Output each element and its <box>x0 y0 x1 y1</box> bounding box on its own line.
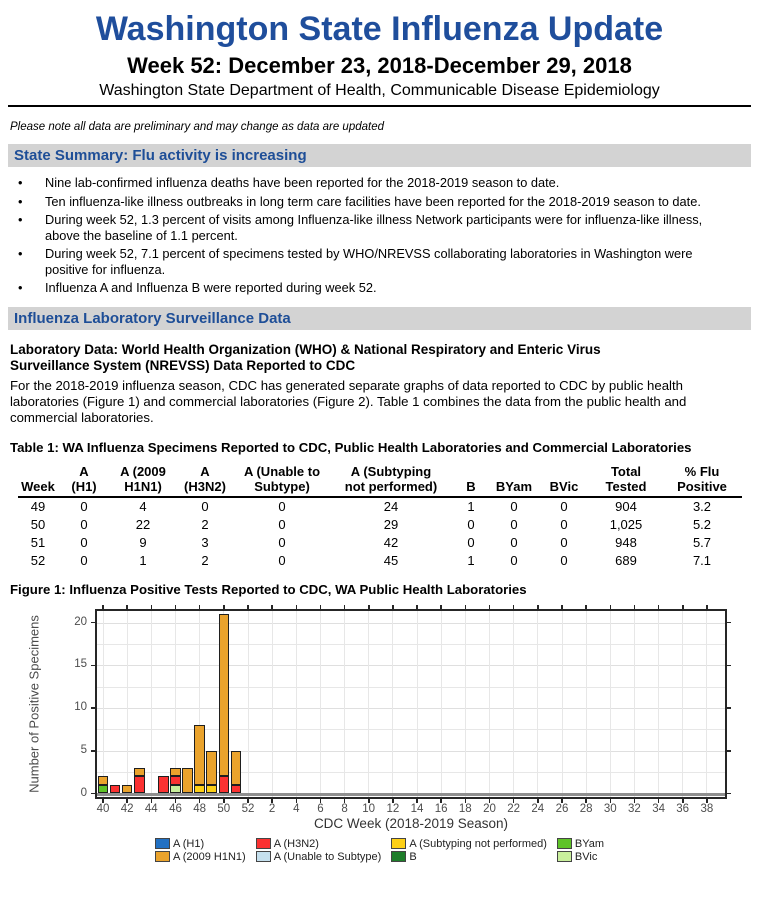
summary-bullet: • During week 52, 1.3 percent of visits among Influenza-like illness Network participants were for influenza-like illness, above the baseline of 1.1 percent. <box>18 212 739 243</box>
bar-segment-week-40 <box>98 776 109 785</box>
x-tick-top <box>368 605 370 609</box>
y-tick-right <box>727 622 731 624</box>
h-gridline <box>97 751 725 752</box>
v-gridline <box>417 611 418 797</box>
x-tick-label: 36 <box>676 802 690 815</box>
v-gridline <box>248 611 249 797</box>
y-tick-right <box>727 793 731 795</box>
figure1-legend <box>0 838 759 863</box>
y-tick-label: 20 <box>74 615 87 628</box>
table1-header-cell: A (H3N2) <box>176 464 234 497</box>
x-tick-label: 30 <box>603 802 617 815</box>
v-gridline <box>706 611 707 797</box>
x-tick-label: 42 <box>120 802 134 815</box>
table1-cell: 904 <box>615 499 637 514</box>
legend-swatch-icon <box>557 851 572 862</box>
x-tick-top <box>296 605 298 609</box>
table1-cell: 49 <box>30 499 46 514</box>
h-gridline <box>97 623 725 624</box>
x-tick-top <box>392 605 394 609</box>
h-gridline <box>97 665 725 666</box>
v-gridline <box>682 611 683 797</box>
state-summary-bullet-list <box>18 175 739 296</box>
summary-bullet: • Influenza A and Influenza B were reported during week 52. <box>18 280 739 296</box>
table1-cell: 45 <box>383 553 399 568</box>
h-gridline <box>97 644 725 645</box>
x-tick-label: 46 <box>169 802 182 815</box>
table1-cell: 3 <box>201 535 209 550</box>
legend-label: A (Unable to Subtype) <box>273 850 382 863</box>
table1-cell: 29 <box>383 517 399 532</box>
table1-cell: 51 <box>30 535 46 550</box>
legend-label: A (2009 H1N1) <box>172 850 246 863</box>
table1-header-cell: A (H1) <box>58 464 110 497</box>
x-tick-top <box>440 605 442 609</box>
x-tick-top <box>513 605 515 609</box>
table1-cell: 0 <box>560 553 568 568</box>
y-tick-right <box>727 707 731 709</box>
x-tick-label: 20 <box>483 802 496 815</box>
table1-header-cell: A (2009 H1N1) <box>110 464 176 497</box>
v-gridline <box>586 611 587 797</box>
table1-row <box>18 534 742 552</box>
table1-cell: 0 <box>278 535 286 550</box>
table1-cell: 0 <box>560 517 568 532</box>
x-tick-top <box>271 605 273 609</box>
figure1-legend-grid <box>155 838 604 863</box>
legend-item <box>391 838 547 850</box>
table1-header-cell: BVic <box>538 464 590 497</box>
legend-label: A (Subtyping not performed) <box>409 837 547 850</box>
bar-segment-week-49 <box>206 785 217 794</box>
y-tick-left <box>91 665 95 667</box>
x-tick-label: 38 <box>700 802 714 815</box>
figure1-y-axis-title: Number of Positive Specimens <box>26 614 42 793</box>
x-tick-top <box>126 605 128 609</box>
x-tick-top <box>682 605 684 609</box>
table1-header-cell: BYam <box>490 464 538 497</box>
x-tick-top <box>658 605 660 609</box>
table1-cell: 0 <box>80 553 88 568</box>
table1-cell: 0 <box>467 535 475 550</box>
x-tick-label: 18 <box>458 802 472 815</box>
table1-header-cell: Week <box>18 464 58 497</box>
table1-cell: 0 <box>80 535 88 550</box>
bar-segment-week-41 <box>110 785 121 794</box>
bar-segment-week-42 <box>122 785 133 794</box>
legend-item <box>155 851 246 863</box>
x-tick-top <box>634 605 636 609</box>
table1-header-row <box>18 464 742 497</box>
bar-segment-week-50 <box>219 776 230 793</box>
table1-cell: 689 <box>615 553 637 568</box>
x-tick-label: 48 <box>193 802 207 815</box>
bar-segment-week-43 <box>134 776 145 793</box>
v-gridline <box>320 611 321 797</box>
summary-bullet: • Nine lab-confirmed influenza deaths have been reported for the 2018-2019 season to date. <box>18 175 739 191</box>
table1-cell: 50 <box>30 517 46 532</box>
x-tick-label: 40 <box>96 802 110 815</box>
legend-swatch-icon <box>155 851 170 862</box>
v-gridline <box>127 611 128 797</box>
bar-segment-week-43 <box>134 768 145 777</box>
department-line: Washington State Department of Health, Communicable Disease Epidemiology <box>99 82 660 99</box>
bar-segment-week-51 <box>231 785 242 794</box>
legend-label: B <box>409 850 417 863</box>
table1-cell: 0 <box>510 517 518 532</box>
h-gridline <box>97 729 725 730</box>
table1-title: Table 1: WA Influenza Specimens Reported to CDC, Public Health Laboratories and Commercial Laboratories <box>10 439 692 455</box>
bar-segment-week-46 <box>170 785 181 794</box>
preliminary-note: Please note all data are preliminary and may change as data are updated <box>10 121 384 133</box>
figure1-chart <box>0 601 759 883</box>
x-tick-label: 12 <box>386 802 400 815</box>
x-tick-top <box>320 605 322 609</box>
y-tick-right <box>727 750 731 752</box>
x-tick-label: 10 <box>362 802 376 815</box>
legend-item <box>256 838 382 850</box>
table1-cell: 0 <box>278 553 286 568</box>
table1-cell: 1 <box>467 499 475 514</box>
legend-swatch-icon <box>256 851 271 862</box>
x-tick-label: 2 <box>268 802 276 815</box>
v-gridline <box>151 611 152 797</box>
table1-cell: 9 <box>139 535 147 550</box>
y-tick-left <box>91 793 95 795</box>
table1-cell: 0 <box>80 499 88 514</box>
bar-segment-week-48 <box>194 785 205 794</box>
bar-segment-week-46 <box>170 768 181 777</box>
y-tick-label: 10 <box>74 701 87 713</box>
legend-swatch-icon <box>557 838 572 849</box>
table1-cell: 7.1 <box>692 553 712 568</box>
table1-cell: 0 <box>278 499 286 514</box>
table1-cell: 1 <box>467 553 475 568</box>
x-tick-top <box>416 605 418 609</box>
x-tick-label: 22 <box>507 802 521 815</box>
x-tick-top <box>344 605 346 609</box>
y-tick-left <box>91 750 95 752</box>
x-tick-label: 24 <box>531 802 545 815</box>
influenza-update-document <box>0 10 759 912</box>
table1 <box>18 464 742 570</box>
v-gridline <box>658 611 659 797</box>
lab-data-paragraph: For the 2018-2019 influenza season, CDC has generated separate graphs of data reported to CDC by public health laboratories (Figure 1) and commercial laboratories (Figure 2). Table 1 combines the data from the public health and commercial laboratories. <box>10 377 687 425</box>
h-gridline <box>97 708 725 709</box>
x-tick-top <box>175 605 177 609</box>
y-tick-label: 0 <box>80 786 87 799</box>
table1-cell: 0 <box>278 517 286 532</box>
legend-swatch-icon <box>256 838 271 849</box>
summary-bullet: • Ten influenza-like illness outbreaks in long term care facilities have been reported for the 2018-2019 season to date. <box>18 194 739 210</box>
v-gridline <box>610 611 611 797</box>
figure1-title: Figure 1: Influenza Positive Tests Reported to CDC, WA Public Health Laboratories <box>10 581 527 597</box>
table1-header-cell: % Flu Positive <box>662 464 742 497</box>
x-tick-top <box>247 605 249 609</box>
table1-cell: 2 <box>201 553 209 568</box>
table1-cell: 0 <box>467 517 475 532</box>
x-tick-top <box>151 605 153 609</box>
legend-label: A (H1) <box>172 837 205 850</box>
legend-item <box>557 851 604 863</box>
table1-cell: 5.2 <box>692 517 712 532</box>
x-tick-label: 8 <box>341 802 348 815</box>
bar-segment-week-47 <box>182 768 193 794</box>
x-tick-top <box>706 605 708 609</box>
table1-body <box>18 497 742 570</box>
table1-cell: 52 <box>30 553 46 568</box>
legend-label: A (H3N2) <box>273 837 319 850</box>
y-tick-right <box>727 665 731 667</box>
table1-cell: 948 <box>615 535 637 550</box>
x-tick-label: 28 <box>579 802 593 815</box>
x-tick-label: 52 <box>241 802 255 815</box>
y-tick-label: 5 <box>80 743 87 756</box>
y-tick-label: 15 <box>74 658 87 671</box>
v-gridline <box>296 611 297 797</box>
x-tick-label: 34 <box>652 802 665 815</box>
legend-item <box>557 838 604 850</box>
x-tick-label: 26 <box>555 802 569 815</box>
table1-cell: 1 <box>139 553 147 568</box>
week-subtitle: Week 52: December 23, 2018-December 29, 2018 <box>127 53 632 78</box>
page-title: Washington State Influenza Update <box>95 10 664 48</box>
bar-segment-week-49 <box>206 751 217 785</box>
table1-cell: 22 <box>135 517 151 532</box>
table1-cell: 0 <box>560 499 568 514</box>
x-tick-label: 50 <box>217 802 231 815</box>
legend-swatch-icon <box>155 838 170 849</box>
table1-cell: 0 <box>80 517 88 532</box>
x-tick-label: 6 <box>317 802 324 815</box>
table1-row <box>18 516 742 534</box>
legend-item <box>256 851 382 863</box>
v-gridline <box>562 611 563 797</box>
table1-cell: 2 <box>201 517 209 532</box>
v-gridline <box>441 611 442 797</box>
x-tick-top <box>489 605 491 609</box>
table1-row <box>18 552 742 570</box>
table1-cell: 0 <box>201 499 209 514</box>
x-tick-top <box>561 605 563 609</box>
bar-segment-week-50 <box>219 614 230 777</box>
x-tick-top <box>102 605 104 609</box>
table1-header-cell: A (Subtyping not performed) <box>330 464 452 497</box>
table1-cell: 0 <box>510 499 518 514</box>
table1-header-cell: B <box>452 464 490 497</box>
v-gridline <box>368 611 369 797</box>
legend-swatch-icon <box>391 838 406 849</box>
v-gridline <box>513 611 514 797</box>
table1-cell: 0 <box>560 535 568 550</box>
section-header-lab-surveillance-label: Influenza Laboratory Surveillance Data <box>14 309 291 327</box>
section-header-state-summary-label: State Summary: Flu activity is increasing <box>14 147 307 164</box>
bar-segment-week-40 <box>98 785 109 794</box>
x-tick-label: 14 <box>410 802 424 815</box>
table1-cell: 5.7 <box>692 535 712 550</box>
table1-cell: 4 <box>139 499 147 514</box>
bar-segment-week-45 <box>158 776 169 793</box>
x-tick-top <box>537 605 539 609</box>
table1-cell: 0 <box>510 553 518 568</box>
x-tick-top <box>223 605 225 609</box>
summary-bullet: • During week 52, 7.1 percent of specimens tested by WHO/NREVSS collaborating laboratories in Washington were positive for influenza. <box>18 246 739 277</box>
figure1-x-axis-title: CDC Week (2018-2019 Season) <box>313 815 509 831</box>
table1-header-cell: A (Unable to Subtype) <box>234 464 330 497</box>
x-tick-top <box>465 605 467 609</box>
table1-head <box>18 464 742 497</box>
x-tick-label: 4 <box>293 802 300 815</box>
table1-cell: 42 <box>383 535 399 550</box>
header-divider <box>8 105 751 107</box>
y-tick-left <box>91 622 95 624</box>
table1-cell: 3.2 <box>692 499 712 514</box>
v-gridline <box>465 611 466 797</box>
x-tick-top <box>199 605 201 609</box>
table1-row <box>18 497 742 516</box>
bar-segment-week-51 <box>231 751 242 785</box>
table1-header-cell: Total Tested <box>590 464 662 497</box>
table1-cell: 1,025 <box>609 517 643 532</box>
bar-segment-week-46 <box>170 776 181 785</box>
bar-segment-week-48 <box>194 725 205 785</box>
v-gridline <box>272 611 273 797</box>
x-tick-top <box>585 605 587 609</box>
legend-item <box>155 838 246 850</box>
v-gridline <box>344 611 345 797</box>
section-header-state-summary <box>8 144 751 167</box>
legend-label: BVic <box>574 850 598 863</box>
legend-item <box>391 851 547 863</box>
table1-cell: 24 <box>383 499 399 514</box>
x-tick-label: 44 <box>144 802 158 815</box>
x-tick-label: 16 <box>434 802 448 815</box>
v-gridline <box>537 611 538 797</box>
v-gridline <box>392 611 393 797</box>
v-gridline <box>634 611 635 797</box>
section-header-lab-surveillance <box>8 307 751 330</box>
legend-label: BYam <box>574 837 605 850</box>
x-tick-top <box>610 605 612 609</box>
y-tick-left <box>91 707 95 709</box>
table1-cell: 0 <box>510 535 518 550</box>
v-gridline <box>103 611 104 797</box>
legend-swatch-icon <box>391 851 406 862</box>
x-tick-label: 32 <box>627 802 641 815</box>
v-gridline <box>489 611 490 797</box>
lab-data-subheading: Laboratory Data: World Health Organization (WHO) & National Respiratory and Enteric Virus Surveillance System (NREVSS) Data Reported to CDC <box>10 341 601 373</box>
h-gridline <box>97 687 725 688</box>
